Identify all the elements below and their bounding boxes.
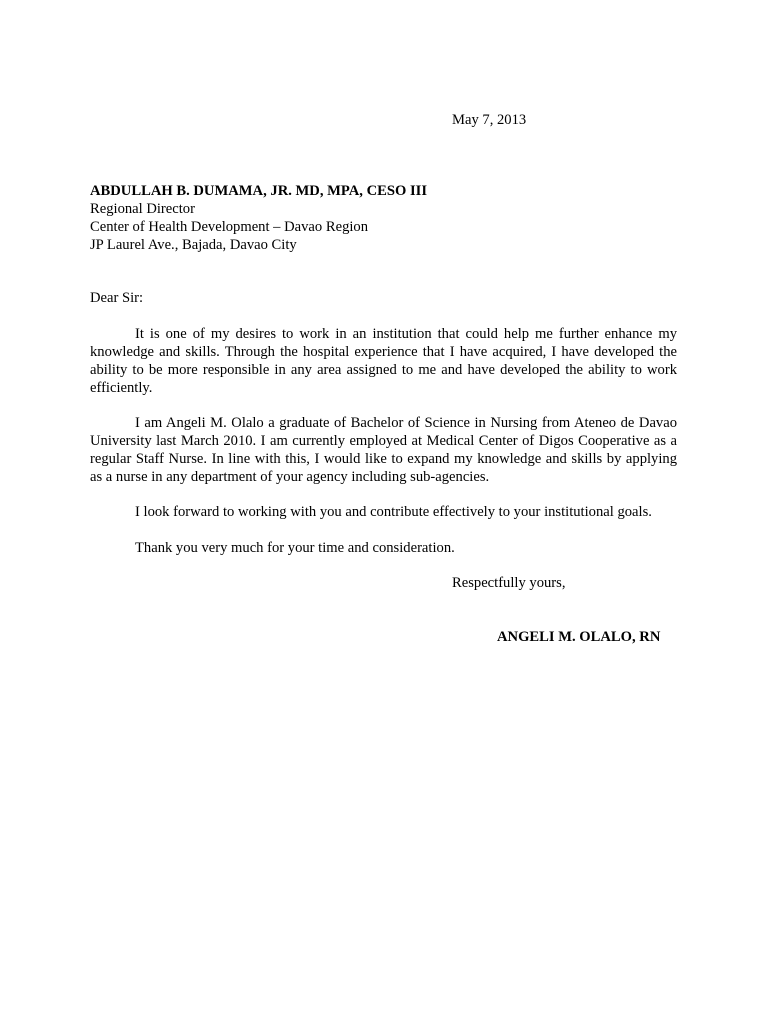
recipient-address-block xyxy=(90,182,680,254)
recipient-title: Regional Director xyxy=(90,201,195,217)
recipient-name: ABDULLAH B. DUMAMA, JR. MD, MPA, CESO III xyxy=(90,183,428,199)
recipient-organization: Center of Health Development – Davao Region xyxy=(90,219,369,235)
salutation: Dear Sir: xyxy=(90,290,144,306)
body-paragraph-2: I am Angeli M. Olalo a graduate of Bachelor of Science in Nursing from Ateneo de Davao University last March 2010. I am currently employed at Medical Center of Digos Cooperative as a regular Staff Nurse. In line with this, I would like to expand my knowledge and skills by applying as a nurse in any department of your agency including sub-agencies. xyxy=(90,415,677,485)
signature-name: ANGELI M. OLALO, RN xyxy=(497,629,661,645)
letter-date: May 7, 2013 xyxy=(452,112,527,128)
complimentary-closing: Respectfully yours, xyxy=(452,575,566,591)
body-paragraph-3: I look forward to working with you and contribute effectively to your institutional goals. xyxy=(135,504,652,520)
body-paragraph-1: It is one of my desires to work in an institution that could help me further enhance my knowledge and skills. Through the hospital experience that I have acquired, I have developed the ability to be more responsible in any area assigned to me and have developed the ability to work efficiently. xyxy=(90,326,677,396)
recipient-address: JP Laurel Ave., Bajada, Davao City xyxy=(90,237,297,253)
body-paragraph-4: Thank you very much for your time and consideration. xyxy=(135,540,455,556)
